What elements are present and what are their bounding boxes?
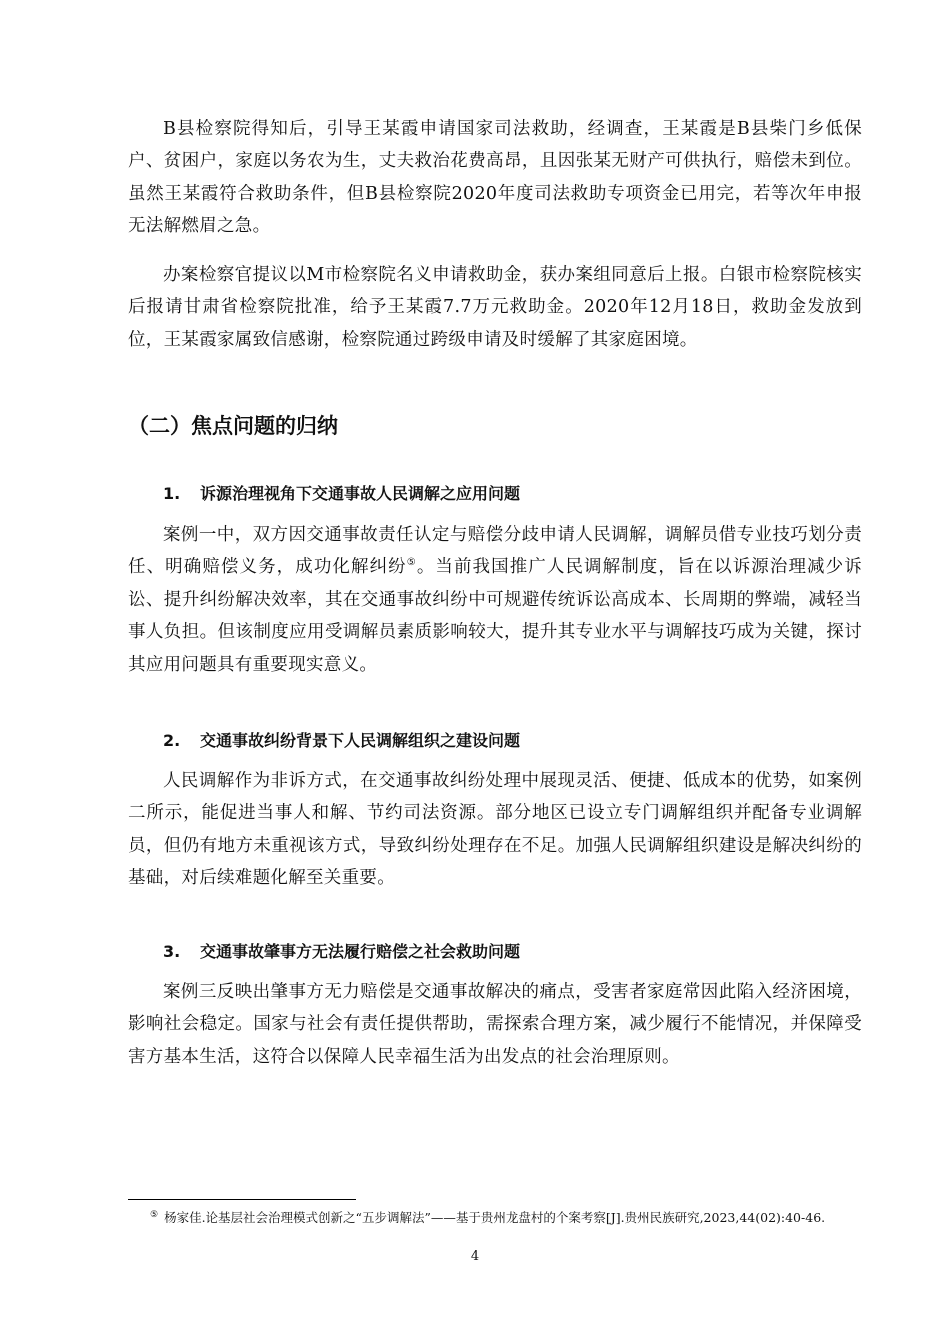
- footnote-mark: ⑤: [150, 1209, 159, 1220]
- subsection-number: 1.: [163, 484, 181, 503]
- subsection-heading: [163, 728, 520, 754]
- subsection-heading: [163, 939, 520, 965]
- footnote: [128, 1204, 862, 1232]
- paragraph-text: 案例一中，双方因交通事故责任认定与赔偿分歧申请人民调解，调解员借专业技巧划分责任、明确赔偿义务，成功化解纠纷: [128, 525, 862, 578]
- section-heading: （二）焦点问题的归纳: [128, 414, 338, 438]
- body-paragraph: B县检察院得知后，引导王某霞申请国家司法救助，经调查，王某霞是B县柴门乡低保户、贫困户，家庭以务农为生，丈夫救治花费高昂，且因张某无财产可供执行，赔偿未到位。虽然王某霞符合救助条件，但B县检察院2020年度司法救助专项资金已用完，若等次年申报无法解燃眉之急。: [128, 119, 862, 237]
- subsection-number: 3.: [163, 942, 181, 961]
- body-paragraph: 人民调解作为非诉方式，在交通事故纠纷处理中展现灵活、便捷、低成本的优势，如案例二所示，能促进当事人和解、节约司法资源。部分地区已设立专门调解组织并配备专业调解员，但仍有地方未重视该方式，导致纠纷处理存在不足。加强人民调解组织建设是解决纠纷的基础，对后续难题化解至关重要。: [128, 771, 862, 889]
- paragraph-text: 。当前我国推广人民调解制度，旨在以诉源治理减少诉讼、提升纠纷解决效率，其在交通事故纠纷中可规避传统诉讼高成本、长周期的弊端，减轻当事人负担。但该制度应用受调解员素质影响较大，提升其专业水平与调解技巧成为关键，探讨其应用问题具有重要现实意义。: [128, 557, 863, 675]
- footnote-separator: [128, 1199, 356, 1200]
- subsection-number: 2.: [163, 731, 181, 750]
- subsection-title: 交通事故肇事方无法履行赔偿之社会救助问题: [200, 942, 521, 961]
- body-paragraph: 案例三反映出肇事方无力赔偿是交通事故解决的痛点，受害者家庭常因此陷入经济困境，影响社会稳定。国家与社会有责任提供帮助，需探索合理方案，减少履行不能情况，并保障受害方基本生活，这符合以保障人民幸福生活为出发点的社会治理原则。: [128, 982, 862, 1067]
- subsection-title: 诉源治理视角下交通事故人民调解之应用问题: [200, 484, 521, 503]
- subsection-heading: [163, 481, 520, 507]
- body-paragraph: 办案检察官提议以M市检察院名义申请救助金，获办案组同意后上报。白银市检察院核实后报请甘肃省检察院批准，给予王某霞7.7万元救助金。2020年12月18日，救助金发放到位，王某霞家属致信感谢，检察院通过跨级申请及时缓解了其家庭困境。: [128, 265, 862, 350]
- page-number: 4: [470, 1249, 480, 1264]
- subsection-title: 交通事故纠纷背景下人民调解组织之建设问题: [200, 731, 521, 750]
- footnote-text: 杨家佳.论基层社会治理模式创新之“五步调解法”——基于贵州龙盘村的个案考察[J].贵州民族研究,2023,44(02):40-46.: [164, 1210, 826, 1225]
- footnote-reference[interactable]: ⑤: [406, 557, 417, 569]
- body-paragraph: [128, 519, 862, 681]
